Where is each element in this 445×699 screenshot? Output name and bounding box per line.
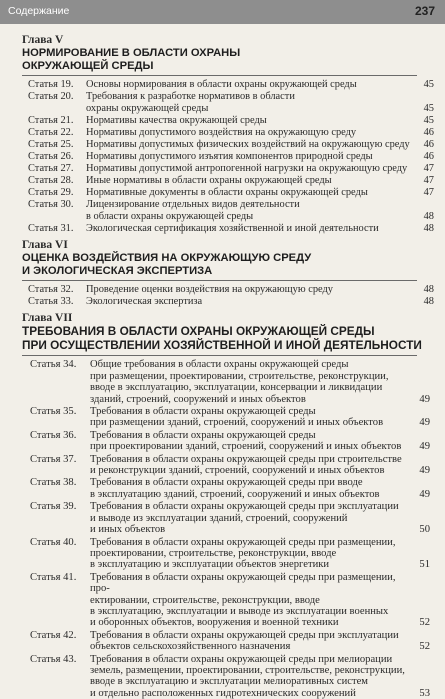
article-title-line: проектировании, строительстве, реконструкции, вводе: [90, 547, 337, 559]
chapter-number: Глава VI: [22, 239, 68, 252]
article-label: Статья 35.: [30, 406, 77, 418]
article-title: [86, 163, 418, 175]
article-page-number: 49: [419, 441, 430, 453]
article-title-line: Требования в области охраны окружающей среды при эксплуатации: [90, 501, 399, 513]
article-title-line: и отдельно расположенных гидротехнических сооружений: [90, 687, 356, 699]
article-page-number: 45: [423, 102, 434, 114]
article-title-line: Общие требования в области охраны окружающей среды: [90, 359, 349, 371]
article-title: [90, 430, 412, 453]
toc-entry[interactable]: [22, 359, 430, 405]
article-title-line: зданий, строений, сооружений и иных объектов: [90, 393, 306, 405]
article-title-line: Требования в области охраны окружающей среды при строительстве: [90, 453, 402, 465]
article-title-line: Требования в области охраны окружающей среды при эксплуатации: [90, 629, 399, 641]
article-title: [90, 572, 412, 629]
toc-entry[interactable]: [22, 429, 430, 453]
article-label: Статья 30.: [28, 199, 74, 211]
chapter-title-line: ОКРУЖАЮЩЕЙ СРЕДЫ: [22, 59, 154, 72]
article-title-line: ектировании, строительстве, реконструкции, вводе: [90, 594, 320, 606]
chapter-title-line: НОРМИРОВАНИЕ В ОБЛАСТИ ОХРАНЫ: [22, 47, 241, 59]
article-title-line: Требования к разработке нормативов в области: [86, 91, 295, 103]
article-page-number: 46: [423, 126, 434, 138]
article-page-number: 46: [423, 138, 434, 150]
article-label: Статья 19.: [28, 79, 74, 90]
toc-entry[interactable]: [22, 79, 434, 91]
article-title-line: в эксплуатацию зданий, строений, сооружений и иных объектов: [90, 488, 380, 500]
chapter-rule: [22, 75, 417, 76]
table-of-contents: [0, 34, 445, 699]
article-page-number: 48: [423, 223, 434, 235]
article-label: Статья 33.: [28, 296, 74, 308]
page-number: 237: [414, 4, 435, 18]
article-title-line: и выводе из эксплуатации зданий, строений, сооружений: [90, 512, 348, 524]
article-title-line: Нормативы допустимых физических воздействий на окружающую среду: [86, 138, 410, 150]
article-label: Статья 28.: [28, 175, 74, 187]
article-title: [86, 127, 418, 139]
article-page-number: 49: [419, 488, 430, 500]
chapter-number: Глава VII: [22, 312, 73, 325]
article-label: Статья 21.: [28, 114, 74, 126]
article-title-line: вводе в эксплуатацию и эксплуатации мелиоративных систем: [90, 676, 368, 688]
toc-entry[interactable]: [22, 296, 434, 308]
article-title: [90, 537, 412, 571]
toc-entry[interactable]: [22, 571, 430, 629]
chapter-title-line: ТРЕБОВАНИЯ В ОБЛАСТИ ОХРАНЫ ОКРУЖАЮЩЕЙ СРЕДЫ: [22, 324, 375, 339]
article-title: [90, 501, 412, 535]
article-label: Статья 22.: [28, 126, 74, 138]
article-page-number: 52: [419, 617, 430, 629]
toc-entry[interactable]: [22, 114, 434, 127]
article-title-line: объектов сельскохозяйственного назначения: [90, 641, 291, 653]
article-title: [86, 175, 418, 187]
article-title: [90, 654, 412, 699]
chapter-title-line: ПРИ ОСУЩЕСТВЛЕНИИ ХОЗЯЙСТВЕННОЙ И ИНОЙ ДЕЯТЕЛЬНОСТИ: [22, 337, 422, 352]
article-title: [86, 139, 418, 151]
article-page-number: 52: [419, 641, 430, 653]
article-title-line: Требования в области охраны окружающей среды при вводе: [90, 477, 363, 489]
article-label: Статья 41.: [30, 571, 77, 583]
article-title-line: вводе в эксплуатацию, эксплуатации, консервации и ликвидации: [90, 382, 383, 394]
article-title: [86, 115, 418, 127]
chapter-rule: [22, 280, 417, 281]
article-title: [90, 630, 412, 653]
toc-chapter: [22, 239, 434, 312]
article-title-line: Требования в области охраны окружающей среды: [90, 406, 316, 418]
article-title-line: Требования в области охраны окружающей среды при размещении,: [90, 536, 396, 548]
toc-entry[interactable]: [22, 175, 434, 187]
article-title-line: при размещении, проектировании, строительстве, реконструкции,: [90, 370, 389, 382]
toc-entry[interactable]: [22, 151, 434, 163]
article-label: Статья 32.: [28, 284, 74, 296]
article-title-line: Нормативы допустимого воздействия на окружающую среду: [86, 126, 357, 138]
toc-entry[interactable]: [22, 653, 430, 699]
article-title: [86, 223, 418, 235]
article-title-line: земель, размещении, проектировании, строительстве, реконструкции,: [90, 664, 405, 676]
article-title: [90, 406, 412, 429]
toc-entry[interactable]: [22, 163, 434, 175]
chapter-title-line: ОЦЕНКА ВОЗДЕЙСТВИЯ НА ОКРУЖАЮЩУЮ СРЕДУ: [22, 252, 312, 265]
toc-entry[interactable]: [22, 138, 434, 151]
article-title-line: Требования в области охраны окружающей среды при размещении, про-: [90, 571, 396, 595]
section-name: Содержание: [8, 5, 70, 17]
article-title: [90, 477, 412, 500]
article-page-number: 48: [423, 284, 434, 296]
article-title-line: Лицензирование отдельных видов деятельности: [86, 199, 300, 211]
article-title: [86, 151, 418, 163]
article-label: Статья 20.: [28, 91, 74, 103]
article-page-number: 45: [423, 114, 434, 126]
article-label: Статья 38.: [30, 477, 77, 489]
article-title-line: Экологическая экспертиза: [86, 296, 203, 308]
toc-entry[interactable]: [22, 501, 430, 536]
article-title-line: Экологическая сертификация хозяйственной и иной деятельности: [86, 223, 379, 235]
article-title-line: Требования в области охраны окружающей среды: [90, 429, 316, 441]
article-title: [86, 91, 418, 114]
article-title-line: охраны окружающей среды: [86, 102, 209, 114]
article-page-number: 49: [419, 465, 430, 477]
article-title-line: и иных объектов: [90, 524, 166, 536]
article-label: Статья 27.: [28, 163, 74, 175]
toc-entry[interactable]: [22, 91, 434, 114]
toc-entry[interactable]: [22, 284, 434, 296]
article-title-line: и реконструкции зданий, строений, сооружений и иных объектов: [90, 465, 385, 477]
article-title-line: Иные нормативы в области охраны окружающей среды: [86, 175, 332, 187]
article-title-line: Основы нормирования в области охраны окружающей среды: [86, 79, 357, 90]
article-label: Статья 37.: [30, 453, 77, 465]
chapter-number: Глава V: [22, 34, 64, 46]
running-header: [0, 0, 445, 24]
article-title-line: при размещении зданий, строений, сооружений и иных объектов: [90, 417, 384, 429]
article-title-line: и оборонных объектов, вооружения и военной техники: [90, 617, 339, 629]
article-label: Статья 29.: [28, 187, 74, 199]
article-label: Статья 43.: [30, 653, 77, 665]
article-title-line: в эксплуатацию и эксплуатации объектов энергетики: [90, 559, 330, 571]
article-page-number: 49: [419, 393, 430, 405]
toc-chapter: [22, 34, 434, 239]
article-label: Статья 34.: [30, 359, 77, 371]
article-title: [90, 454, 412, 477]
article-title-line: в эксплуатацию, эксплуатации и выводе из эксплуатации военных: [90, 605, 389, 617]
article-page-number: 48: [423, 296, 434, 308]
article-title: [86, 187, 418, 199]
article-page-number: 51: [419, 559, 430, 571]
article-page-number: 46: [423, 151, 434, 163]
article-title: [86, 79, 418, 91]
article-page-number: 53: [419, 687, 430, 699]
article-title-line: Нормативы допустимого изъятия компонентов природной среды: [86, 151, 373, 163]
toc-entry[interactable]: [22, 406, 430, 429]
article-page-number: 47: [423, 163, 434, 175]
article-title-line: Требования в области охраны окружающей среды при мелиорации: [90, 653, 393, 665]
article-title-line: в области охраны окружающей среды: [86, 211, 254, 223]
article-label: Статья 39.: [30, 501, 77, 513]
article-title-line: при проектировании зданий, строений, сооружений и иных объектов: [90, 441, 402, 453]
article-label: Статья 26.: [28, 151, 74, 163]
article-label: Статья 40.: [30, 536, 77, 548]
article-label: Статья 31.: [28, 223, 74, 235]
toc-entry[interactable]: [22, 187, 434, 199]
article-label: Статья 25.: [28, 138, 74, 150]
article-title: [86, 296, 418, 308]
chapter-title-line: И ЭКОЛОГИЧЕСКАЯ ЭКСПЕРТИЗА: [22, 264, 213, 277]
article-title-line: Нормативные документы в области охраны окружающей среды: [86, 187, 368, 199]
toc-entry[interactable]: [22, 536, 430, 571]
article-label: Статья 42.: [30, 629, 77, 641]
article-title: [86, 199, 418, 222]
article-title-line: Нормативы качества окружающей среды: [86, 114, 267, 126]
toc-entry[interactable]: [22, 477, 430, 500]
toc-entry[interactable]: [22, 629, 430, 653]
article-label: Статья 36.: [30, 429, 77, 441]
article-title-line: Нормативы допустимой антропогенной нагрузки на окружающую среду: [86, 163, 408, 175]
article-page-number: 50: [419, 524, 430, 536]
toc-entry[interactable]: [22, 223, 434, 235]
toc-chapter: [22, 312, 430, 699]
article-page-number: 47: [423, 175, 434, 187]
toc-entry[interactable]: [22, 453, 430, 477]
toc-entry[interactable]: [22, 199, 434, 223]
article-title-line: Проведение оценки воздействия на окружающую среду: [86, 284, 333, 296]
chapter-rule: [22, 355, 417, 356]
article-page-number: 47: [423, 187, 434, 199]
article-page-number: 48: [423, 211, 434, 223]
article-title: [90, 359, 412, 405]
article-page-number: 45: [423, 79, 434, 90]
toc-entry[interactable]: [22, 126, 434, 139]
article-title: [86, 284, 418, 296]
article-page-number: 49: [419, 417, 430, 429]
